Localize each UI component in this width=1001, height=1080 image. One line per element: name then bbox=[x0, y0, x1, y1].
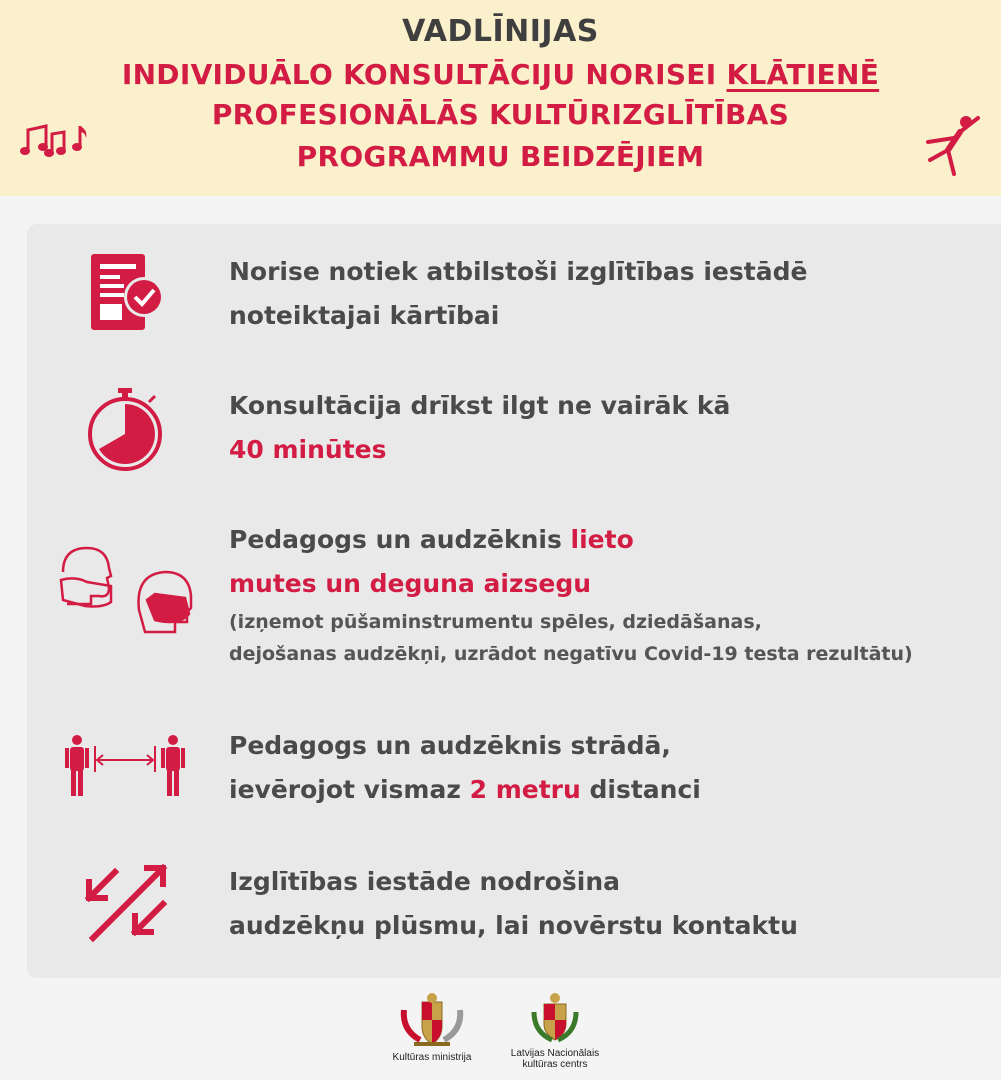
item-mask-text bbox=[229, 518, 913, 670]
title-underlined-word: KLĀTIENĒ bbox=[726, 58, 880, 91]
item-flow-line2: audzēkņu plūsmu, lai novērstu kontaktu bbox=[229, 911, 798, 940]
title-line-2-text: INDIVIDUĀLO KONSULTĀCIJU NORISEI bbox=[121, 58, 727, 91]
item-distance-line1: Pedagogs un audzēknis strādā, bbox=[229, 731, 671, 760]
item-mask-line1 bbox=[229, 518, 913, 562]
item-duration-text bbox=[229, 384, 730, 472]
title-line-2 bbox=[0, 58, 1001, 91]
item-distance-highlight: 2 metru bbox=[469, 775, 581, 804]
title-vadlinijas: VADLĪNIJAS bbox=[402, 14, 599, 49]
document-check-icon bbox=[87, 252, 167, 336]
item-mask-note1: (izņemot pūšaminstrumentu spēles, dziedāšanas, bbox=[229, 611, 762, 633]
item-procedure-line2: noteiktajai kārtībai bbox=[229, 301, 500, 330]
item-distance-line2 bbox=[229, 768, 701, 812]
title-line-3: PROFESIONĀLĀS KULTŪRIZGLĪTĪBAS bbox=[211, 98, 790, 131]
item-mask-note2: dejošanas audzēkņi, uzrādot negatīvu Covid-19 testa rezultātu) bbox=[229, 643, 913, 665]
item-distance-line2-text: ievērojot vismaz bbox=[229, 775, 470, 804]
footer-logos bbox=[0, 990, 1001, 1080]
item-distance-line2-end: distanci bbox=[580, 775, 701, 804]
item-procedure-line1: Norise notiek atbilstoši izglītības iestādē bbox=[229, 257, 808, 286]
ministry-logo-label: Kultūras ministrija bbox=[392, 1052, 472, 1063]
flow-arrows-icon bbox=[85, 864, 169, 948]
header-banner bbox=[0, 0, 1001, 196]
guidelines-card bbox=[27, 224, 1001, 978]
music-notes-icon bbox=[20, 120, 92, 166]
item-mask-line1-text: Pedagogs un audzēknis bbox=[229, 525, 571, 554]
item-duration-line1: Konsultācija drīkst ilgt ne vairāk kā bbox=[229, 391, 731, 420]
item-duration-highlight: 40 minūtes bbox=[229, 435, 387, 464]
stopwatch-icon bbox=[85, 386, 165, 474]
item-flow-line1: Izglītības iestāde nodrošina bbox=[229, 867, 621, 896]
face-mask-icon bbox=[55, 542, 195, 642]
item-distance-text bbox=[229, 724, 701, 812]
culture-centre-label-line1: Latvijas Nacionālais bbox=[510, 1048, 600, 1059]
culture-centre-logo-label bbox=[500, 1048, 610, 1070]
item-flow-text bbox=[229, 860, 798, 948]
distance-people-icon bbox=[63, 734, 189, 800]
culture-centre-emblem-icon bbox=[530, 990, 580, 1046]
item-mask-line1-highlight: lieto bbox=[570, 525, 634, 554]
culture-centre-label-line2: kultūras centrs bbox=[522, 1059, 588, 1070]
item-mask-line2-highlight: mutes un deguna aizsegu bbox=[229, 569, 592, 598]
item-procedure-text bbox=[229, 250, 807, 338]
ministry-coat-of-arms-icon bbox=[398, 990, 466, 1048]
title-line-4: PROGRAMMU BEIDZĒJIEM bbox=[296, 140, 705, 173]
dancer-icon bbox=[924, 112, 982, 178]
